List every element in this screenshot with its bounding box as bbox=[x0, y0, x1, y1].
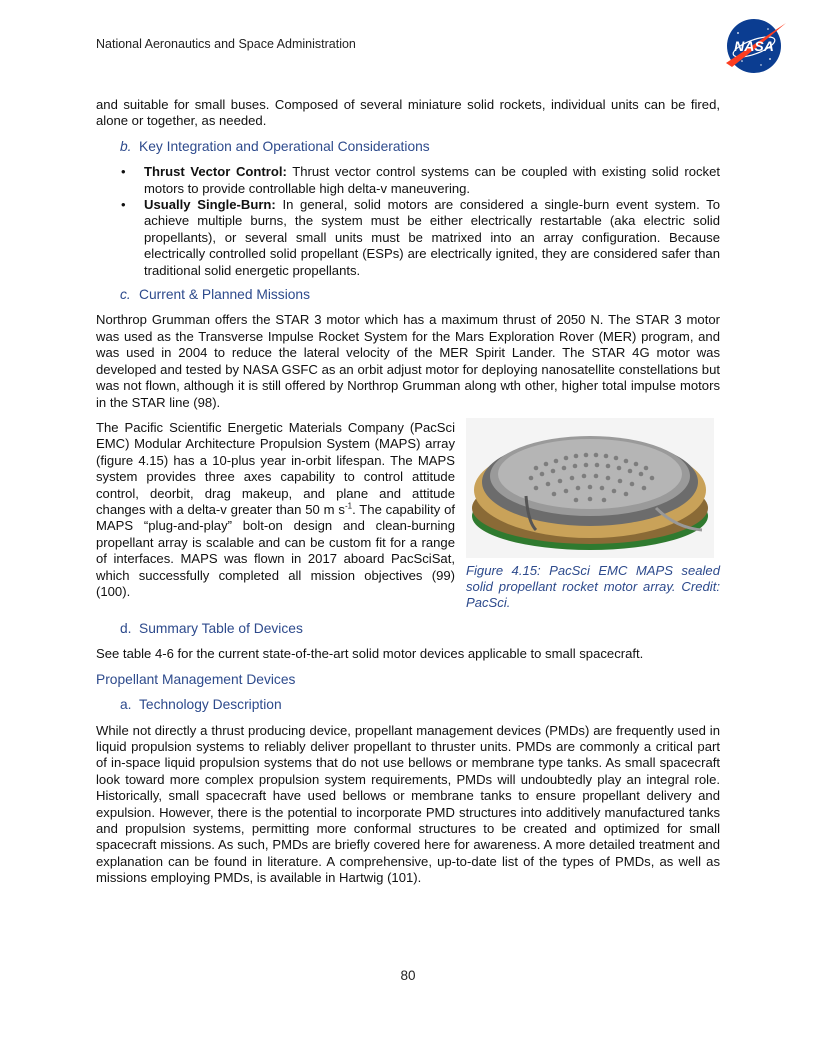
body-content bbox=[96, 97, 720, 887]
subsection-title: Key Integration and Operational Considerations bbox=[139, 138, 430, 154]
subsection-letter: a. bbox=[120, 697, 132, 713]
subsection-heading-d bbox=[120, 621, 720, 637]
subsection-title: Summary Table of Devices bbox=[139, 620, 303, 636]
subsection-title: Current & Planned Missions bbox=[139, 287, 311, 303]
subsection-heading-c bbox=[120, 287, 720, 303]
considerations-list bbox=[96, 164, 720, 279]
subsection-letter: b. bbox=[120, 138, 132, 154]
intro-paragraph: and suitable for small buses. Composed of several miniature solid rockets, individual units can be fired, alone or together, as needed. bbox=[96, 97, 720, 129]
subsection-letter: c. bbox=[120, 287, 131, 303]
maps-section bbox=[96, 420, 720, 611]
nasa-logo-icon bbox=[720, 17, 788, 75]
header-org-name: National Aeronautics and Space Administration bbox=[96, 37, 356, 51]
list-item-text: Thrust vector control systems can be coupled with existing solid rocket motors to provide controllable high delta-v maneuvering. bbox=[144, 164, 720, 196]
figure-caption: Figure 4.15: PacSci EMC MAPS sealed solid propellant rocket motor array. Credit: PacSci. bbox=[466, 562, 720, 610]
subsection-title: Technology Description bbox=[139, 697, 282, 713]
pmd-paragraph: While not directly a thrust producing device, propellant management devices (PMDs) are frequently used in liquid propulsion systems to reliably deliver propellant to thruster units. PMDs are commonly a critical part of in-space liquid propulsion systems that do not use bellows or membrane type tanks. As small spacecraft look toward more complex propulsion system requirements, PMDs will undoubtedly play an integral role. Historically, small spacecraft have used bellows or membrane tanks to ensure propellant delivery and expulsion. However, there is the potential to incorporate PMD structures into additively manufactured tanks and propulsion systems, permitting more conformal structures to be created and optimized for small spacecraft missions. As such, PMDs are briefly covered here for awareness. A more detailed treatment and explanation can be found in literature. A comprehensive, up-to-date list of the types of PMDs, as well as missions employing PMDs, is available in Hartwig (101). bbox=[96, 722, 720, 886]
subsection-heading-b bbox=[120, 139, 720, 155]
list-item bbox=[96, 164, 720, 197]
maps-array-image bbox=[466, 418, 714, 558]
list-item-term: Thrust Vector Control: bbox=[144, 164, 287, 180]
figure-4-15 bbox=[466, 418, 720, 611]
list-item-term: Usually Single-Burn: bbox=[144, 197, 276, 213]
subsection-heading-pmd-a bbox=[120, 697, 720, 713]
list-item-text: In general, solid motors are considered a single-burn event system. To achieve multiple burns, the system must be either electrically restartable (aka electric solid propellants), or several small units must be matrixed into an array configuration. Because electrically controlled solid propellant (ESPs) are electrically ignited, they are considered safer than traditional solid energetic propellants. bbox=[144, 197, 720, 278]
nasa-logo-text: NASA bbox=[734, 38, 774, 54]
summary-paragraph: See table 4-6 for the current state-of-the-art solid motor devices applicable to small spacecraft. bbox=[96, 646, 644, 662]
subsection-letter: d. bbox=[120, 620, 132, 636]
maps-paragraph-text: The Pacific Scientific Energetic Materials Company (PacSci EMC) Modular Architecture Propulsion System (MAPS) array (figure 4.15) has a 10-plus year in-orbit lifespan. The MAPS system provides three axes capability to control attitude control, deorbit, drag makeup, and plane and attitude changes with a delta-v greater than 50 m s bbox=[96, 419, 455, 517]
list-item bbox=[96, 197, 720, 279]
maps-paragraph-text-cont: . The capability of MAPS “plug-and-play” bolt-on design and clean-burning propellant array is scalable and can be custom fit for a range of interfaces. MAPS was flown in 2017 aboard PacSciSat, which successfully completed all mission objectives (99) (100). bbox=[96, 501, 455, 599]
section-heading-pmd: Propellant Management Devices bbox=[96, 671, 296, 687]
page-number: 80 bbox=[400, 968, 416, 983]
superscript: -1 bbox=[344, 501, 353, 511]
star-motor-paragraph: Northrop Grumman offers the STAR 3 motor which has a maximum thrust of 2050 N. The STAR 3 motor was used as the Transverse Impulse Rocket System for the Mars Exploration Rover (MER) program, and was used in 2004 to reduce the lateral velocity of the MER Spirit Lander. The STAR 4G motor was developed and tested by NASA GSFC as an orbit adjust motor for deploying nanosatellite constellations but was not flown, although it is still offered by Northrop Grumman along wth other, higher total impulse motors in the STAR line (98). bbox=[96, 312, 720, 410]
